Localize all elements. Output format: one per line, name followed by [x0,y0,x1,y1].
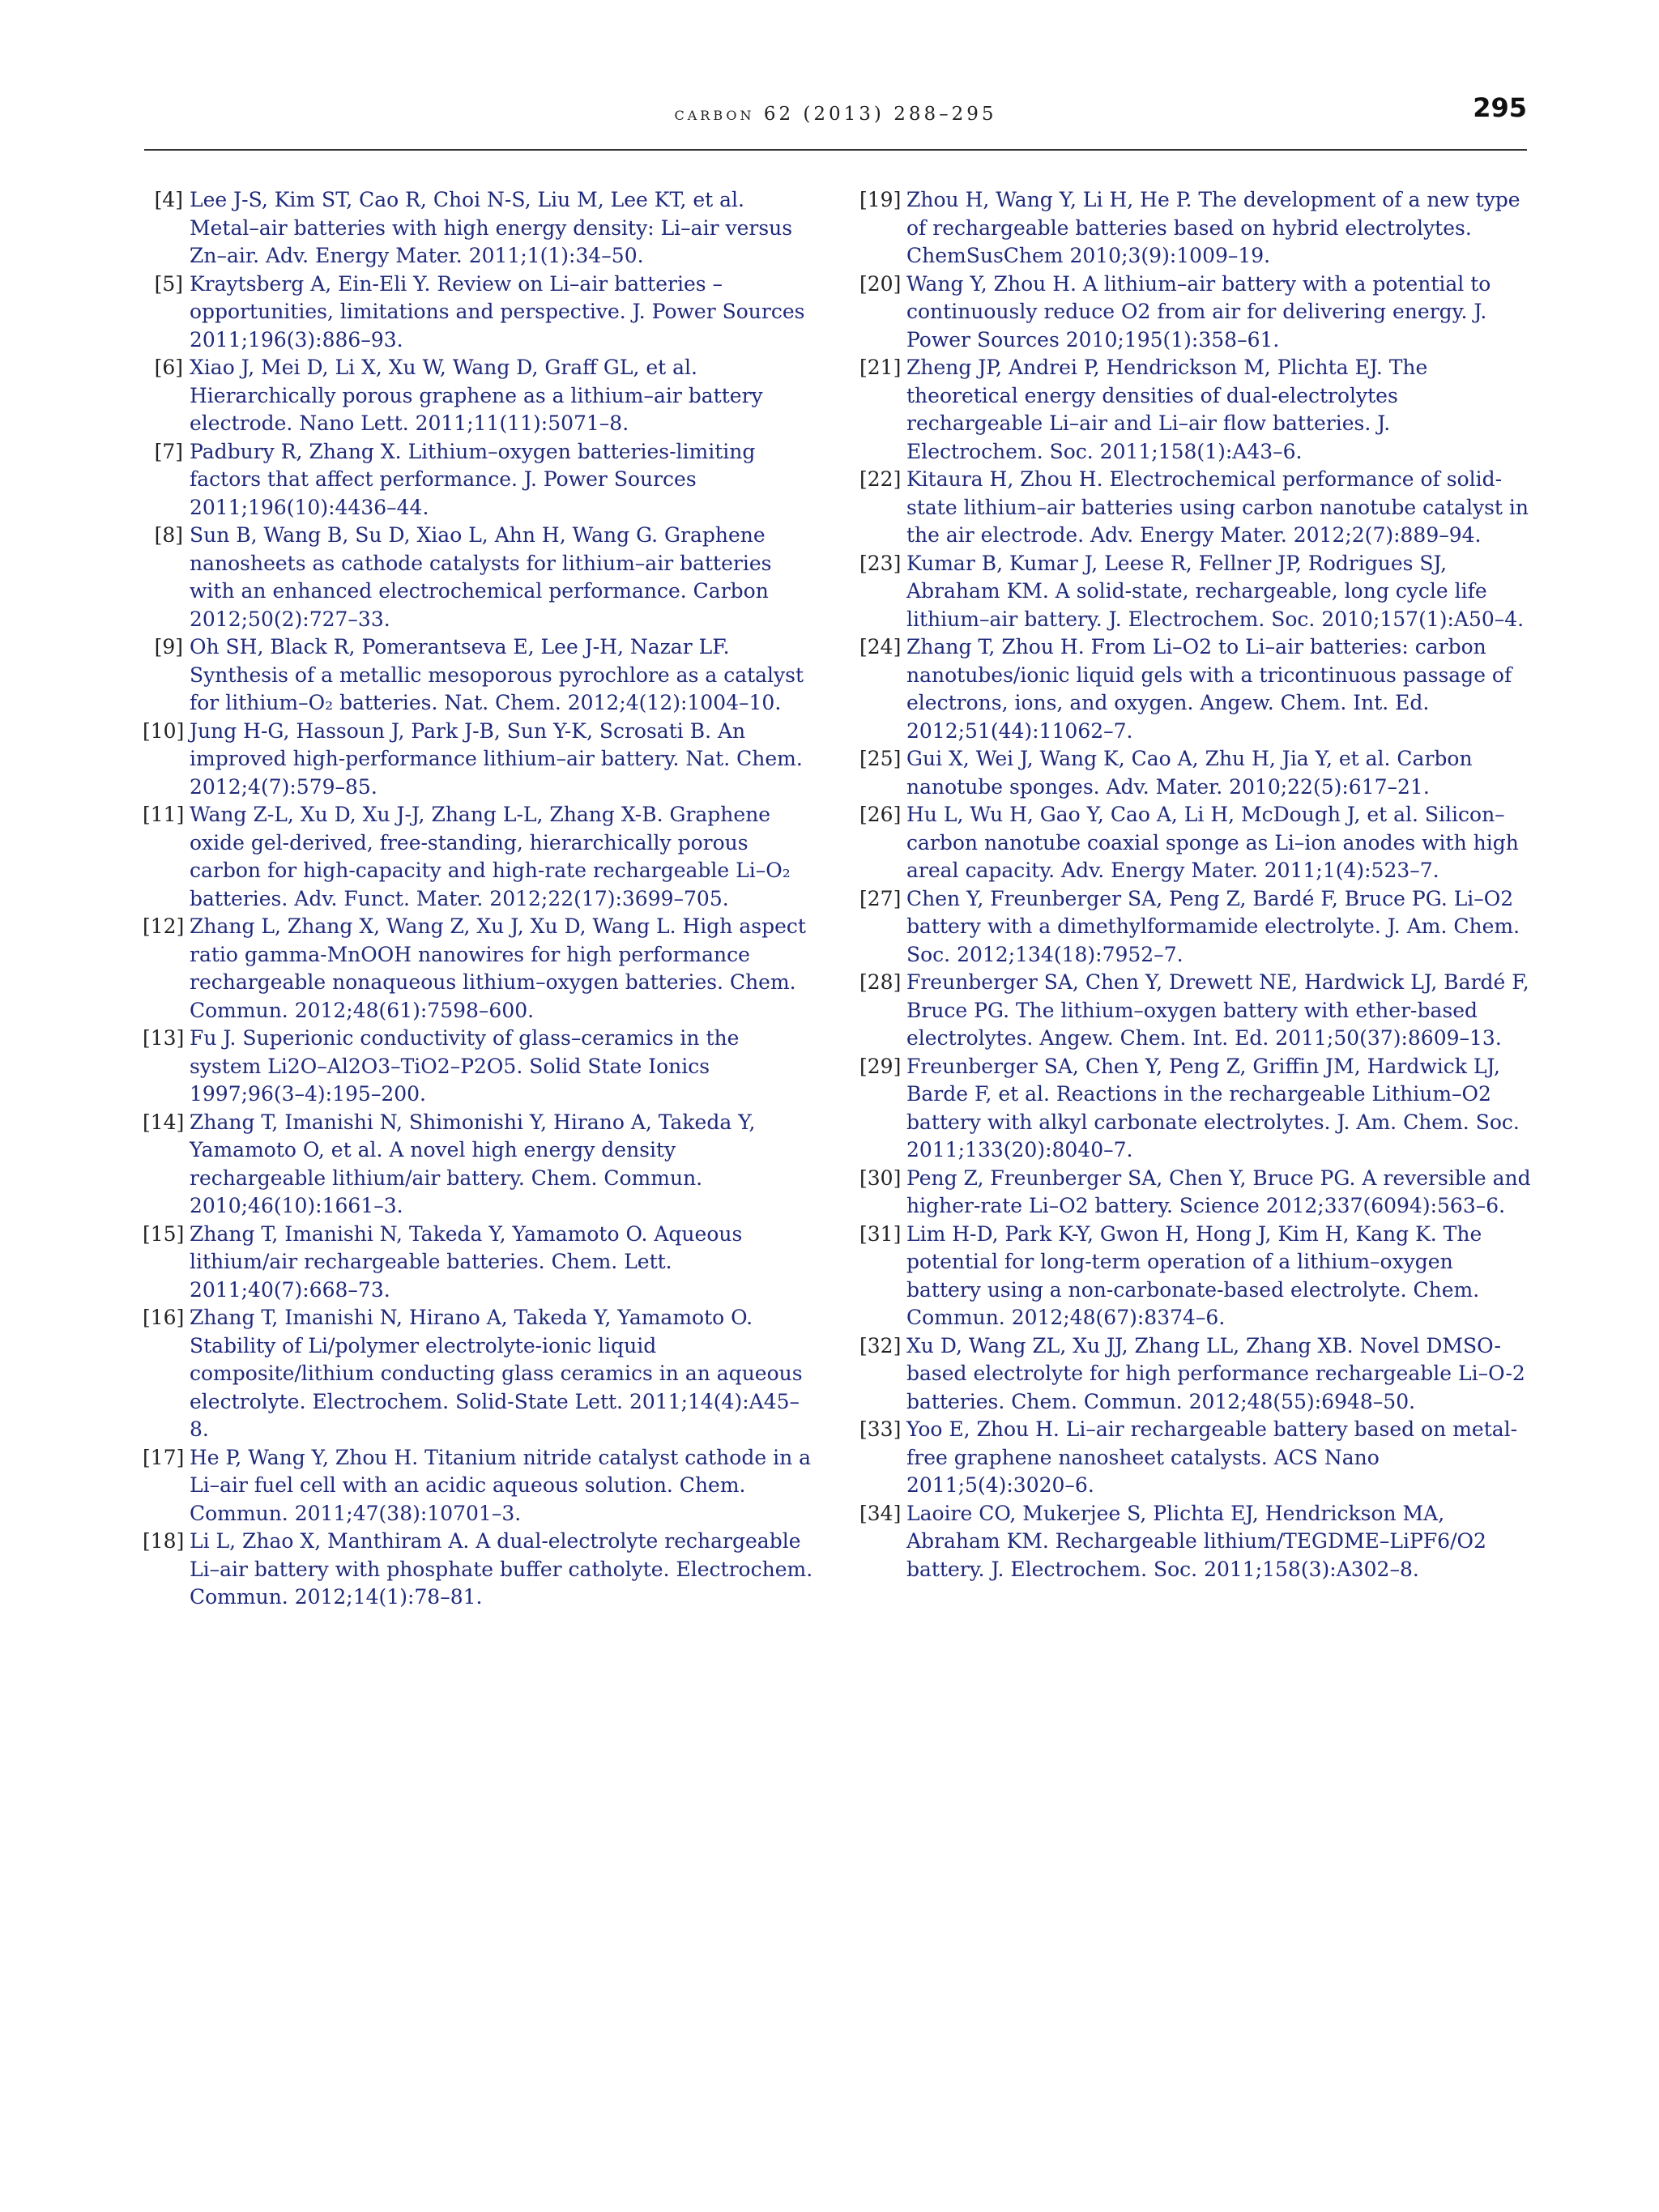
reference-entry [143,1444,815,1528]
reference-number: [27] [859,886,902,910]
reference-number: [9] [154,635,183,658]
reference-number: [5] [154,271,183,296]
reference-entry [143,1109,815,1221]
reference-text[interactable]: Xu D, Wang ZL, Xu JJ, Zhang LL, Zhang XB. Novel DMSO-based electrolyte for high performance rechargeable Li–O-2 batteries. Chem. Commun. 2012;48(55):6948–50. [906,1333,1525,1413]
reference-number: [23] [859,551,902,575]
reference-text[interactable]: Zhang L, Zhang X, Wang Z, Xu J, Xu D, Wang L. High aspect ratio gamma-MnOOH nanowires for high performance rechargeable nonaqueous lithium–oxygen batteries. Chem. Commun. 2012;48(61):7598–600. [190,914,806,1022]
reference-number: [17] [143,1445,185,1469]
journal-citation: 62 (2013) 288–295 [763,104,997,125]
reference-number: [22] [859,467,902,491]
reference-entry [143,1025,815,1109]
reference-entry [143,271,815,355]
journal-name: carbon [674,104,755,125]
reference-text[interactable]: Oh SH, Black R, Pomerantseva E, Lee J-H, Nazar LF. Synthesis of a metallic mesoporous pyrochlore as a catalyst for lithium–O₂ batteries. Nat. Chem. 2012;4(12):1004–10. [190,635,804,714]
reference-entry [859,1500,1532,1584]
reference-number: [4] [154,188,183,211]
reference-text[interactable]: He P, Wang Y, Zhou H. Titanium nitride catalyst cathode in a Li–air fuel cell with an acidic aqueous solution. Chem. Commun. 2011;47(38):10701–3. [190,1445,812,1525]
reference-entry [859,1416,1532,1500]
reference-text[interactable]: Li L, Zhao X, Manthiram A. A dual-electrolyte rechargeable Li–air battery with phosphate buffer catholyte. Electrochem. Commun. 2012;14(1):78–81. [190,1529,813,1609]
reference-text[interactable]: Sun B, Wang B, Su D, Xiao L, Ahn H, Wang G. Graphene nanosheets as cathode catalysts for lithium–air batteries with an enhanced electrochemical performance. Carbon 2012;50(2):727–33. [190,523,772,631]
reference-entry [859,1221,1532,1332]
reference-entry [143,1304,815,1444]
reference-number: [19] [859,188,902,211]
reference-number: [21] [859,356,902,379]
reference-number: [34] [859,1501,902,1525]
reference-entry [859,550,1532,634]
reference-number: [15] [143,1221,185,1246]
reference-text[interactable]: Freunberger SA, Chen Y, Drewett NE, Hardwick LJ, Bardé F, Bruce PG. The lithium–oxygen battery with ether-based electrolytes. Angew. Chem. Int. Ed. 2011;50(37):8609–13. [906,970,1529,1050]
reference-text[interactable]: Kumar B, Kumar J, Leese R, Fellner JP, Rodrigues SJ, Abraham KM. A solid-state, rechargeable, long cycle life lithium–air battery. J. Electrochem. Soc. 2010;157(1):A50–4. [906,551,1525,631]
reference-entry [143,633,815,718]
reference-entry [859,1332,1532,1417]
reference-number: [6] [154,356,183,379]
reference-text[interactable]: Wang Z-L, Xu D, Xu J-J, Zhang L-L, Zhang X-B. Graphene oxide gel-derived, free-standing, hierarchically porous carbon for high-capacity and high-rate rechargeable Li–O₂ batteries. Adv. Funct. Mater. 2012;22(17):3699–705. [190,803,791,910]
reference-number: [33] [859,1417,902,1441]
reference-text[interactable]: Freunberger SA, Chen Y, Peng Z, Griffin JM, Hardwick LJ, Barde F, et al. Reactions in the rechargeable Lithium–O2 battery with alkyl carbonate electrolytes. J. Am. Chem. Soc. 2011;133(20):8040–7. [906,1054,1520,1161]
reference-number: [11] [143,803,185,826]
reference-text[interactable]: Zhang T, Imanishi N, Shimonishi Y, Hirano A, Takeda Y, Yamamoto O, et al. A novel high energy density rechargeable lithium/air battery. Chem. Commun. 2010;46(10):1661–3. [190,1110,756,1217]
reference-number: [32] [859,1333,902,1357]
reference-number: [12] [143,914,185,938]
reference-entry [143,801,815,913]
reference-text[interactable]: Zhou H, Wang Y, Li H, He P. The development of a new type of rechargeable batteries based on hybrid electrolytes. ChemSusChem 2010;3(9):1009–19. [906,188,1520,267]
reference-number: [31] [859,1221,902,1246]
reference-text[interactable]: Zhang T, Zhou H. From Li–O2 to Li–air batteries: carbon nanotubes/ionic liquid gels with a tricontinuous passage of electrons, ions, and oxygen. Angew. Chem. Int. Ed. 2012;51(44):11062–7. [906,635,1512,743]
references-left-column [143,186,815,1612]
reference-text[interactable]: Padbury R, Zhang X. Lithium–oxygen batteries-limiting factors that affect performance. J. Power Sources 2011;196(10):4436–44. [190,439,756,519]
page-header [144,87,1527,151]
reference-entry [859,271,1532,355]
reference-text[interactable]: Jung H-G, Hassoun J, Park J-B, Sun Y-K, Scrosati B. An improved high-performance lithium–air battery. Nat. Chem. 2012;4(7):579–85. [190,718,803,799]
reference-number: [14] [143,1110,185,1134]
reference-text[interactable]: Fu J. Superionic conductivity of glass–ceramics in the system Li2O–Al2O3–TiO2–P2O5. Solid State Ionics 1997;96(3–4):195–200. [190,1026,740,1106]
reference-text[interactable]: Zheng JP, Andrei P, Hendrickson M, Plichta EJ. The theoretical energy densities of dual-electrolytes rechargeable Li–air and Li–air flow batteries. J. Electrochem. Soc. 2011;158(1):A43–6. [906,356,1428,463]
references-right-column [859,186,1532,1583]
reference-number: [18] [143,1529,185,1553]
reference-text[interactable]: Lee J-S, Kim ST, Cao R, Choi N-S, Liu M, Lee KT, et al. Metal–air batteries with high energy density: Li–air versus Zn–air. Adv. Energy Mater. 2011;1(1):34–50. [190,188,793,267]
reference-entry [143,438,815,522]
reference-text[interactable]: Laoire CO, Mukerjee S, Plichta EJ, Hendrickson MA, Abraham KM. Rechargeable lithium/TEGDME–LiPF6/O2 battery. J. Electrochem. Soc. 2011;158(3):A302–8. [906,1501,1486,1581]
reference-number: [10] [143,718,185,743]
reference-entry [143,1528,815,1612]
reference-entry [143,522,815,633]
reference-text[interactable]: Chen Y, Freunberger SA, Peng Z, Bardé F, Bruce PG. Li–O2 battery with a dimethylformamide electrolyte. J. Am. Chem. Soc. 2012;134(18):7952–7. [906,886,1520,966]
reference-number: [28] [859,970,902,994]
reference-entry [859,885,1532,970]
reference-number: [13] [143,1026,185,1050]
reference-text[interactable]: Yoo E, Zhou H. Li–air rechargeable battery based on metal-free graphene nanosheet catalysts. ACS Nano 2011;5(4):3020–6. [906,1417,1518,1497]
reference-entry [859,1165,1532,1221]
reference-text[interactable]: Zhang T, Imanishi N, Takeda Y, Yamamoto O. Aqueous lithium/air rechargeable batteries. Chem. Lett. 2011;40(7):668–73. [190,1221,743,1302]
reference-text[interactable]: Kraytsberg A, Ein-Eli Y. Review on Li–air batteries – opportunities, limitations and perspective. J. Power Sources 2011;196(3):886–93. [190,271,805,352]
reference-entry [859,745,1532,801]
reference-entry [859,801,1532,885]
reference-number: [25] [859,747,902,770]
reference-entry [859,354,1532,466]
reference-number: [30] [859,1166,902,1190]
reference-text[interactable]: Peng Z, Freunberger SA, Chen Y, Bruce PG. A reversible and higher-rate Li–O2 battery. Science 2012;337(6094):563–6. [906,1166,1531,1217]
reference-entry [859,466,1532,550]
reference-entry [143,1221,815,1305]
reference-number: [8] [154,523,183,547]
reference-number: [24] [859,635,902,658]
reference-number: [26] [859,803,902,826]
reference-entry [859,186,1532,271]
reference-entry [143,186,815,271]
reference-text[interactable]: Zhang T, Imanishi N, Hirano A, Takeda Y, Yamamoto O. Stability of Li/polymer electrolyte-ionic liquid composite/lithium conducting glass ceramics in an aqueous electrolyte. Electrochem. Solid-State Lett. 2011;14(4):A45–8. [190,1306,803,1441]
reference-text[interactable]: Gui X, Wei J, Wang K, Cao A, Zhu H, Jia Y, et al. Carbon nanotube sponges. Adv. Mater. 2010;22(5):617–21. [906,747,1473,799]
reference-entry [143,913,815,1025]
reference-entry [859,633,1532,745]
reference-number: [16] [143,1306,185,1329]
reference-number: [7] [154,439,183,463]
page-number: 295 [1473,92,1527,123]
reference-number: [29] [859,1054,902,1078]
reference-entry [143,354,815,438]
reference-entry [143,718,815,802]
reference-text[interactable]: Xiao J, Mei D, Li X, Xu W, Wang D, Graff GL, et al. Hierarchically porous graphene as a lithium–air battery electrode. Nano Lett. 2011;11(11):5071–8. [190,356,763,435]
reference-number: [20] [859,271,902,296]
reference-entry [859,969,1532,1053]
running-head [144,104,1527,125]
reference-text[interactable]: Kitaura H, Zhou H. Electrochemical performance of solid-state lithium–air batteries using carbon nanotube catalyst in the air electrode. Adv. Energy Mater. 2012;2(7):889–94. [906,467,1529,547]
reference-text[interactable]: Lim H-D, Park K-Y, Gwon H, Hong J, Kim H, Kang K. The potential for long-term operation of a lithium–oxygen battery using a non-carbonate-based electrolyte. Chem. Commun. 2012;48(67):8374–6. [906,1221,1482,1329]
reference-text[interactable]: Wang Y, Zhou H. A lithium–air battery with a potential to continuously reduce O2 from air for delivering energy. J. Power Sources 2010;195(1):358–61. [906,271,1491,352]
reference-text[interactable]: Hu L, Wu H, Gao Y, Cao A, Li H, McDough J, et al. Silicon–carbon nanotube coaxial sponge as Li–ion anodes with high areal capacity. Adv. Energy Mater. 2011;1(4):523–7. [906,803,1519,882]
reference-entry [859,1053,1532,1165]
